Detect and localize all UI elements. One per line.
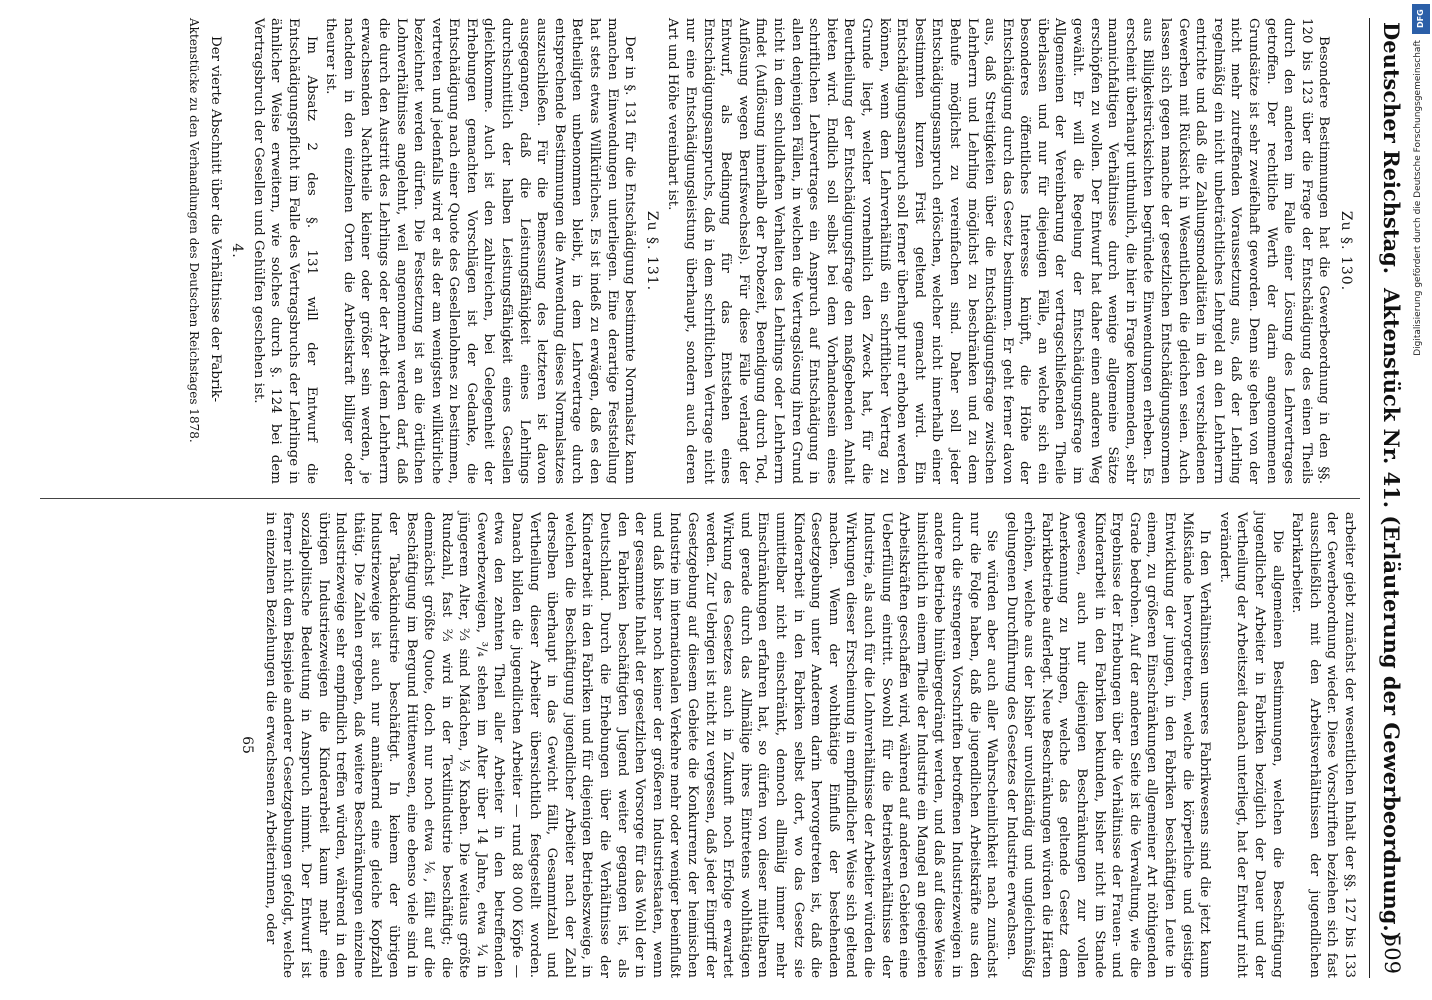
signature-mark: 65 xyxy=(239,736,256,754)
paragraph: In den Verhältnissen unseres Fabrikwesens sind die jetzt kaum Mißstände hervorgetreten, welche die körperliche und geistige Entwicklung der jungen, in den Fabriken beschäftigten Leute in einem, zu größeren Einschränkungen allgemeiner Art nöthigenden Grade bedrohen. Auf der anderen Seite ist die Verwaltung, wie die Ergebnisse der Erhebungen über die Verhältnisse der Frauen- und Kinderarbeit in den Fabriken bekunden, bisher nicht im Stande gewesen, auch nur diejenigen Beschränkungen zur vollen Anerkennung zu bringen, welche das geltende Gesetz dem Fabrikbetriebe auferlegt. Neue Beschränkungen würden die Härten erhöhen, welche aus der bisher unvollständig und ungleichmäßig gelungenen Durchführung des Gesetzes der Industrie erwachsen. xyxy=(1003,512,1213,978)
page-number: 509 xyxy=(1380,933,1404,974)
paragraph: arbeiter giebt zunächst der wesentlichen Inhalt der §§. 127 bis 133 der Gewerbeordnung wieder. Diese Vorschriften beziehen sich fast ausschließlich mit den Arbeitsverhältnissen der jugendlichen Fabrikarbeiter. xyxy=(1289,512,1357,978)
running-head-center: Aktenstück Nr. 41. (Erläuterung der Gewerbeordnung.) xyxy=(1379,288,1404,942)
running-head xyxy=(1369,18,1410,978)
footer-note: Aktenstücke zu den Verhandlungen des Deutschen Reichstages 1878. xyxy=(187,18,201,443)
paragraph: Besondere Bestimmungen hat die Gewerbeordnung in den §§. 120 bis 123 über die Frage der Entschädigung des einen Theils durch den anderen im Falle einer Lösung des Lehrvertrages getroffen. Der rechtliche Werth der darin angenommenen Grundsätze ist sehr zweifelhaft geworden. Denn sie gehen von der nicht mehr zutreffenden Voraussetzung aus, daß der Lehrling regelmäßig ein nicht unbeträchtliches Lehrgeld an den Lehrherrn entrichte und daß die Zahlungsmodalitäten in den verschiedenen Gewerben mit Rücksicht in Wesentlichen die gleichen seien. Auch lassen sich gegen manche der gesetzlichen Entschädigungsnormen aus Billigkeitsrücksichten begründete Einwendungen erheben. Es erscheint überhaupt unthunlich, die hier in Frage kommenden, sehr mannichfaltigen Verhältnisse durch wenige allgemeine Sätze erschöpfen zu wollen. Der Entwurf hat daher einen anderen Weg gewählt. Er will die Regelung der Entschädigungsfrage im Allgemeinen der Vereinbarung der vertragschließenden Theile überlassen und nur für diejenigen Fälle, an welche sich ein besonderes öffentliches Interesse knüpft, die Höhe der Entschädigung durch das Gesetz bestimmen. Er geht ferner davon aus, daß Streitigkeiten über die Entschädigungsfrage zwischen Lehrherrn und Lehrling möglichst zu beschränken und zu dem Behufe möglichst zu vereinfachen sind. Daher soll jeder Entschädigungsanspruch erlöschen, welcher nicht innerhalb einer bestimmten kurzen Frist geltend gemacht wird. Ein Entschädigungsanspruch soll ferner überhaupt nur erhoben werden können, wenn dem Lehrverhältniß ein schriftlicher Vertrag zu Grunde liegt, welcher vornehmlich den Zweck hat, für die Beurtheilung der Entschädigungsfrage den maßgebenden Anhalt bieten wird. Endlich soll selbst bei dem Vorhandensein eines schriftlichen Lehrvertrages ein Anspruch auf Entschädigung in allen denjenigen Fällen, in welchen die Vertragslösung ihren Grund nicht in dem schuldhaften Verhalten des Lehrlings oder Lehrherrn findet (Auflösung innerhalb der Probezeit, Beendigung durch Tod, Auflösung wegen Berufswechsels). Für diese Fälle verlangt der Entwurf, als Bedingung für das Entstehen eines Entschädigungsanspruchs, daß in dem schriftlichen Vertrage nicht nur eine Entschädigungsleistung überhaupt, sondern auch deren Art und Höhe vereinbart ist. xyxy=(665,18,1332,484)
column-divider xyxy=(40,498,1360,499)
rotated-page-content xyxy=(10,18,1410,978)
paragraph: Der in §. 131 für die Entschädigung bestimmte Normalsatz kann manchen Einwendungen unterliegen. Eine derartige Feststellung hat stets etwas Willkürliches. Es ist indeß zu erwägen, daß es den Betheiligten unbenommen bleibt, in dem Lehrvertrage durch entsprechende Bestimmungen die Anwendung dieses Normalsatzes auszuschließen. Für die Bemessung des letzteren ist davon ausgegangen, daß die Leistungsfähigkeit eines Lehrlings durchschnittlich der halben Leistungsfähigkeit eines Gesellen gleichkomme. Auch ist den zahlreichen, bei Gelegenheit der Erhebungen gemachten Vorschlägen ist der Gedanke, die Entschädigung nach einer Quote des Gesellenlohnes zu bestimmen, vertreten und jedenfalls wird er als der am wenigsten willkürliche bezeichnet werden dürfen. Die Festsetzung ist an die örtlichen Lohnverhältnisse angelehnt, weil angenommen werden darf, daß die durch den Austritt des Lehrlings oder der Arbeit dem Lehrherrn erwachsenden Nachtheile kleiner oder größer sein werden, je nachdem in den einzelnen Orten die Arbeitskraft billiger oder theurer ist. xyxy=(323,18,638,484)
section-heading-130: Zu §. 130. xyxy=(1338,210,1354,292)
running-head-left: Deutscher Reichstag. xyxy=(1379,22,1404,275)
section-heading-4: 4. xyxy=(229,243,246,259)
paragraph: Sie würden aber auch aller Wahrscheinlichkeit nach zunächst nur die Folge haben, daß die jugendlichen Arbeitskräfte aus den durch die strengeren Vorschriften betroffenen Industriezweigen in andere Betriebe hinübergedrängt werden, und daß auf diese Weise hinsichtlich in einem Theile der Industrie ein Mangel an geeigneten Arbeitskräften geschaffen wird, während auf anderen Gebieten eine Ueberfüllung eintritt. Sowohl für die Betriebsverhältnisse der Industrie, als auch für die Lohnverhältnisse der Arbeiter würden die Wirkungen dieser Erscheinung in empfindlicher Weise sich geltend machen. Wenn der wohlthätige Einfluß der bestehenden Gesetzgebung unter Anderem darin hervorgetreten ist, daß die Kinderarbeit in den Fabriken selbst dort, wo das Gesetz sie unmittelbar nicht einschränkt, dennoch allmälig immer mehr Einschränkungen erfahren hat, so dürfen von dieser mittelbaren und gerade durch das Allmälige ihres Eintretens wohlthätigen Wirkung des Gesetzes auch in Zukunft noch Erfolge erwartet werden. Zur Uebrigen ist nicht zu vergessen, daß jeder Eingriff der Gesetzgebung auf diesem Gebiete die Konkurrenz der heimischen Industrie im internationalen Verkehre mehr oder weniger beeinflußt und daß bisher noch keiner der größeren Industriestaaten, wenn der gesammte Inhalt der gesetzlichen Vorsorge für das Wohl der in den Fabriken beschäftigten Jugend weiter gegangen ist, als Deutschland. Durch die Erhebungen über die Verhältnisse der Kinderarbeit in den Fabriken und für diejenigen Betriebszweige, in welchen die Beschäftigung jugendlicher Arbeiter nach der Zahl derselben überhaupt in das Gewicht fällt, Gesammtzahl und Vertheilung dieser Arbeiter übersichtlich festgestellt worden. Danach bilden die jugendlichen Arbeiter — rund 88 000 Köpfe — etwa den zehnten Theil aller Arbeiter in den betreffenden Gewerbezweigen, ³/₄ stehen im Alter über 14 Jahre, etwa ¼ in jüngerem Alter, ⅔ sind Mädchen, ⅓ Knaben. Die weitaus größte Rundzahl, fast ⅔ wird in der Textilindustrie beschäftigt; die demnächst größte Quote, doch nur noch etwa ⅙, fällt auf die Beschäftigung im Bergund Hüttenwesen, eine ebenso viele sind in der Tabackindustrie beschäftigt. In keinem der übrigen Industriezweige ist auch nur annähernd eine gleiche Kopfzahl thätig. Die Zahlen ergeben, daß weitere Beschränkungen einzelne Industriezweige sehr empfindlich treffen würden, während in den übrigen Industriezweigen die Kinderarbeit kaum mehr eine sozialpolitische Bedeutung in Anspruch nimmt. Der Entwurf ist ferner nicht dem Beispiele anderer Gesetzgebungen gefolgt, welche in einzelnen Beziehungen die erwachsenen Arbeiterinnen, oder xyxy=(262,512,1000,978)
paragraph: Der vierte Abschnitt über die Verhältnisse der Fabrik- xyxy=(207,36,223,403)
left-column xyxy=(184,18,1358,484)
digitization-caption: Digitalisierung gefördert durch die Deutsche Forschungsgemeinschaft xyxy=(1413,40,1423,356)
digitization-strip xyxy=(1412,0,1432,1000)
paragraph: Die allgemeinen Bestimmungen, welchen die Beschäftigung jugendlicher Arbeiter in Fabriken bezüglich der Dauer und der Vertheilung der Arbeitszeit danach unterliegt, hat der Entwurf nicht verändert. xyxy=(1216,512,1285,978)
paragraph: Im Absatz 2 des §. 131 will der Entwurf die Entschädigungspflicht im Falle des Vertragsbruchs der Lehrlinge in ähnlicher Weise erweitern, wie solches durch §. 124 bei dem Vertragsbruch der Gesellen und Gehülfen geschehen ist. xyxy=(250,18,319,484)
right-column xyxy=(238,512,1358,978)
dfg-logo-icon: DFG xyxy=(1412,4,1430,34)
section-heading-131: Zu §. 131. xyxy=(643,210,660,292)
